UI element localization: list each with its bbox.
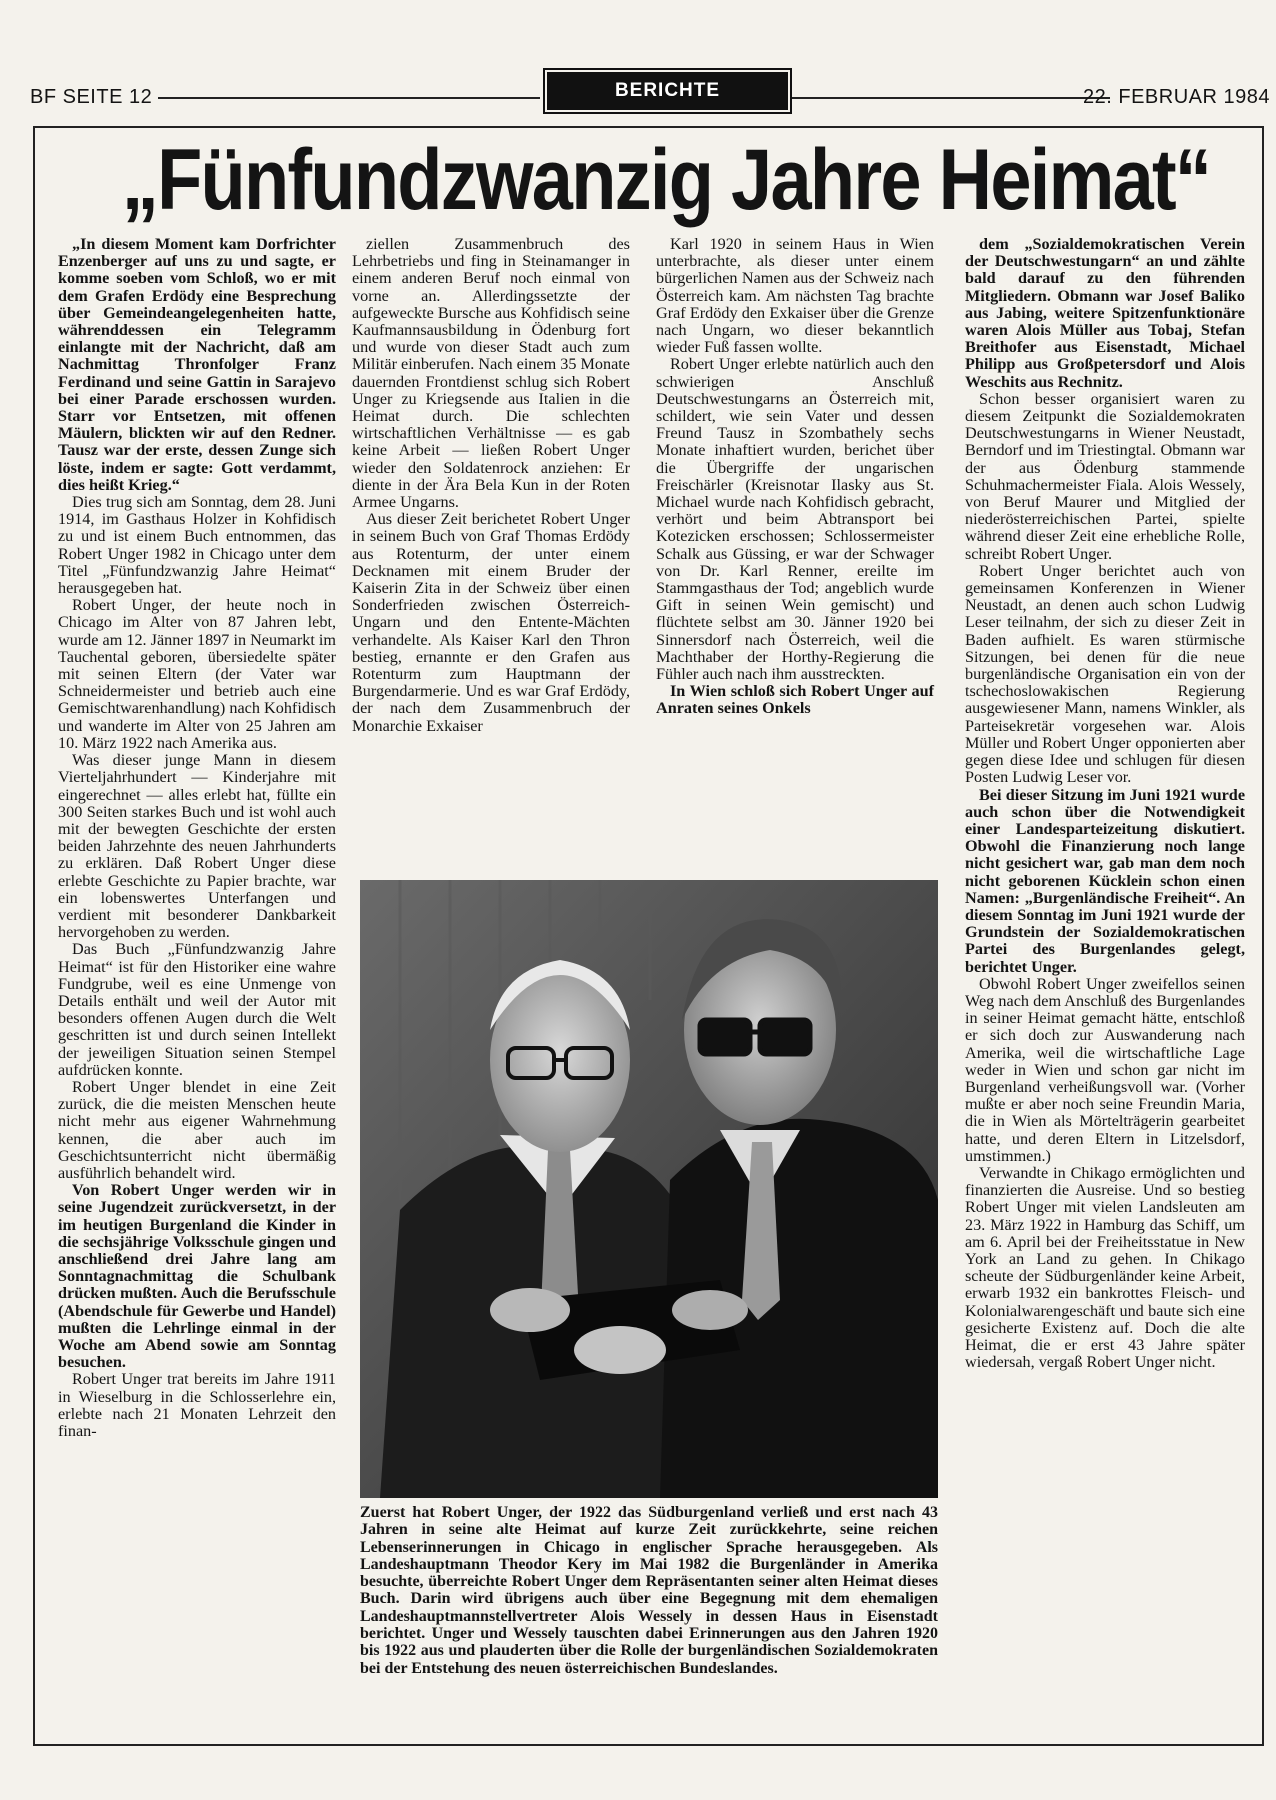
article-column-4 — [965, 236, 1245, 1371]
article-paragraph: Aus dieser Zeit berichetet Robert Unger in seinem Buch von Graf Thomas Erdödy aus Rotenturm, der unter einem Decknamen mit einem Bruder der Kaiserin Zita in der Schweiz über einen Sonderfrieden zwischen Österreich-Ungarn und den Entente-Mächten verhandelte. Als Kaiser Karl den Thron bestieg, ernannte er den Grafen aus Rotenturm zum Hauptmann der Burgendarmerie. Und es war Graf Erdödy, der nach dem Zusammenbruch der Monarchie Exkaiser — [352, 510, 630, 735]
article-paragraph: Von Robert Unger werden wir in seine Jugendzeit zurückversetzt, in der im heutigen Burgenland die Kinder in die sechsjährige Volksschule gingen und anschließend drei Jahre lang am Sonntagnachmittag die Schulbank drücken mußten. Auch die Berufsschule (Abendschule für Gewerbe und Handel) mußten die Lehrlinge einmal in der Woche am Abend sowie am Sonntag besuchen. — [58, 1181, 336, 1372]
article-paragraph: Robert Unger blendet in eine Zeit zurück, die die meisten Menschen heute nicht mehr aus eigener Wahrnehmung kennen, die aber auch im Geschichtsunterricht nicht übermäßig ausführlich behandelt wird. — [58, 1077, 336, 1182]
photo-caption: Zuerst hat Robert Unger, der 1922 das Südburgenland verließ und erst nach 43 Jahren in seine alte Heimat auf kurze Zeit zurückkehrte, seine reichen Lebenserinnerungen in Chicago in englischer Sprache herausgegeben. Als Landeshauptmann Theodor Kery im Mai 1982 die Burgenländer in Amerika besuchte, überreichte Robert Unger dem Repräsentanten seiner alten Heimat dieses Buch. Darin wird übrigens auch über eine Begegnung mit dem ehemaligen Landeshauptmannstellvertreter Alois Wessely in dessen Haus in Eisenstadt berichtet. Unger und Wessely tauschten dabei Erinnerungen aus den Jahren 1920 bis 1922 aus und plauderten über die Rolle der burgenländischen Sozialdemokraten bei der Entstehung des neuen österreichischen Bundeslandes. — [360, 1504, 938, 1677]
article-paragraph: Das Buch „Fünfundzwanzig Jahre Heimat“ ist für den Historiker eine wahre Fundgrube, weil es eine Unmenge von Details enthält und weil der Autor mit besonders offenen Augen durch die Welt geschritten ist und durch seinen Intellekt der jeweiligen Situation seinen Stempel aufdrücken konnte. — [58, 940, 336, 1079]
article-paragraph: Robert Unger erlebte natürlich auch den schwierigen Anschluß Deutschwestungarns an Österreich mit, schildert, wie sein Vater und dessen Freund Tausz in Szombathely sechs Monate inhaftiert wurden, berichet über die Übergriffe der ungarischen Freischärler (Kreisnotar Ilasky aus St. Michael wurde nach Kohfidisch gebracht, verhört und beim Abtransport bei Kotezicken erschossen; Schlossermeister Schalk aus Güssing, er war der Schwager von Dr. Karl Renner, ereilte im Stammgasthaus der Tod; angeblich wurde Gift in seinen Wein gemischt) und flüchtete selbst am 30. Jänner 1920 bei Sinnersdorf nach Österreich, weil die Machthaber der Horthy-Regierung die Fühler auch nach ihm ausstreckten. — [656, 355, 934, 684]
header-rule-left — [158, 97, 540, 99]
article-column-3 — [656, 236, 934, 718]
article-paragraph: „In diesem Moment kam Dorfrichter Enzenberger auf uns zu und sagte, er komme soeben vom Schloß, wo er mit dem Grafen Erdödy eine Besprechung über Gemeindeangelegenheiten hatte, währenddessen ein Telegramm einlangte mit der Nachricht, daß am Nachmittag Thronfolger Franz Ferdinand und seine Gattin in Sarajevo bei einer Parade erschossen wurden. Starr vor Entsetzen, mit offenen Mäulern, blickten wir auf den Redner. Tausz war der erste, dessen Zunge sich löste, indem er sagte: Gott verdammt, dies heißt Krieg.“ — [58, 235, 336, 494]
article-paragraph: Was dieser junge Mann in diesem Vierteljahrhundert — Kinderjahre mit eingerechnet — alles erlebt hat, füllte ein 300 Seiten starkes Buch und ist wohl auch mit der bewegten Geschichte der ersten beiden Jahrzehnte des neuen Jahrhunderts zu erklären. Daß Robert Unger diese erlebte Geschichte zu Papier brachte, war ein lobenswertes Unterfangen und verdient mit besonderer Dankbarkeit hervorgehoben zu werden. — [58, 751, 336, 942]
page-header — [30, 72, 1270, 112]
article-paragraph: In Wien schloß sich Robert Unger auf Anraten seines Onkels — [656, 682, 934, 718]
article-paragraph: Robert Unger, der heute noch in Chicago im Alter von 87 Jahren lebt, wurde am 12. Jänner 1897 in Neumarkt im Tauchental geboren, übersiedelte später mit seinen Eltern (der Vater war Schneidermeister und betrieb auch eine Gemischtwarenhandlung) nach Kohfidisch und wanderte im Alter von 25 Jahren am 10. März 1922 nach Amerika aus. — [58, 596, 336, 752]
header-rule-right — [792, 97, 1110, 99]
article-paragraph: Dies trug sich am Sonntag, dem 28. Juni 1914, im Gasthaus Holzer in Kohfidisch zu und ist einem Buch entnommen, das Robert Unger 1982 in Chicago unter dem Titel „Fünfundzwanzig Jahre Heimat“ herausgegeben hat. — [58, 493, 336, 598]
article-paragraph: Robert Unger berichtet auch von gemeinsamen Konferenzen in Wiener Neustadt, an denen auch schon Ludwig Leser teilnahm, der sich zu dieser Zeit in Baden aufhielt. Es waren stürmische Sitzungen, bei denen für die neue burgenländische Organisation ein von der tschechoslowakischen Regierung ausgewiesener Mann, namens Winkler, als Parteisekretär vorgesehen war. Alois Müller und Robert Unger opponierten aber gegen diese Idee und schlugen für diesen Posten Ludwig Leser vor. — [965, 561, 1245, 787]
article-paragraph: Robert Unger trat bereits im Jahre 1911 in Wieselburg in die Schlosserlehre ein, erlebte nach 21 Monaten Lehrzeit den finan- — [58, 1370, 336, 1441]
article-paragraph: ziellen Zusammenbruch des Lehrbetriebs und fing in Steinamanger in einem anderen Beruf noch einmal von vorne an. Allerdingssetzte der aufgeweckte Bursche aus Kohfidisch seine Kaufmannsausbildung in Ödenburg fort und wurde von dieser Stadt auch zum Militär einberufen. Nach einem 35 Monate dauernden Frontdienst schlug sich Robert Unger zu Kriegsende aus Italien in die Heimat durch. Die schlechten wirtschaftlichen Verhältnisse — es gab keine Arbeit — ließen Robert Unger wieder den Soldatenrock anziehen: Er diente in der Ära Bela Kun in der Roten Armee Ungarns. — [352, 235, 630, 512]
article-column-1 — [58, 236, 336, 1440]
article-photo — [360, 880, 938, 1498]
article-paragraph: Schon besser organisiert waren zu diesem Zeitpunkt die Sozialdemokraten Deutschwestungarns in Wiener Neustadt, Berndorf und im Triestingtal. Obmann war der aus Ödenburg stammende Schuhmachermeister Fiala. Alois Wessely, von Beruf Maurer und Mitglied der niederösterreichischen Partei, spielte während dieser Zeit eine erhebliche Rolle, schreibt Robert Unger. — [965, 389, 1245, 563]
article-paragraph: Bei dieser Sitzung im Juni 1921 wurde auch schon über die Notwendigkeit einer Landesparteizeitung diskutiert. Obwohl die Finanzierung noch lange nicht gesichert war, gab man dem noch nicht geborenen Kücklein schon einen Namen: „Burgenländische Freiheit“. An diesem Sonntag im Juni 1921 wurde der Grundstein der Sozialdemokratischen Partei des Burgenlandes gelegt, berichtet Unger. — [965, 785, 1245, 976]
section-label: BERICHTE — [547, 72, 788, 110]
photo-two-men-with-book — [360, 880, 938, 1498]
article-paragraph: dem „Sozialdemokratischen Verein der Deutschwestungarn“ an und zählte bald darauf zu den führenden Mitgliedern. Obmann war Josef Baliko aus Jabing, weitere Spitzenfunktionäre waren Alois Müller aus Tobaj, Stefan Breithofer aus Eisenstadt, Michael Philipp aus Großpetersdorf und Alois Weschits aus Rechnitz. — [965, 235, 1245, 391]
article-column-2 — [352, 236, 630, 735]
page-number: BF SEITE 12 — [30, 86, 153, 108]
article-paragraph: Verwandte in Chikago ermöglichten und finanzierten die Ausreise. Und so bestieg Robert Unger mit vielen Landsleuten am 23. März 1922 in Hamburg das Schiff, um am 6. April bei der Freiheitsstatue in New York an Land zu gehen. In Chikago scheute der Südburgenländer keine Arbeit, erwarb 1932 ein bankrottes Fleisch- und Kolonialwarengeschäft und baute sich eine gesicherte Existenz auf. Doch die alte Heimat, die er erst 43 Jahre später wiedersah, vergaß Robert Unger nicht. — [965, 1163, 1245, 1372]
article-headline: „Fünfundzwanzig Jahre Heimat“ — [121, 132, 1211, 228]
article-paragraph: Obwohl Robert Unger zweifellos seinen Weg nach dem Anschluß des Burgenlandes in seiner Heimat gemacht hätte, entschloß er sich doch zur Auswanderung nach Amerika, weil die wirtschaftliche Lage weder in Wien und schon gar nicht im Burgenland verheißungsvoll war. (Vorher mußte er aber noch seine Freundin Maria, die in Wien als Mörtelträgerin gearbeitet hatte, und deren Eltern in Litzelsdorf, umstimmen.) — [965, 974, 1245, 1165]
issue-date: 22. FEBRUAR 1984 — [1083, 86, 1270, 108]
article-paragraph: Karl 1920 in seinem Haus in Wien unterbrachte, als dieser unter einem bürgerlichen Namen aus der Schweiz nach Österreich kam. Am nächsten Tag brachte Graf Erdödy den Exkaiser über die Grenze nach Ungarn, wo dieser bekanntlich wieder Fuß fassen wollte. — [656, 235, 934, 357]
